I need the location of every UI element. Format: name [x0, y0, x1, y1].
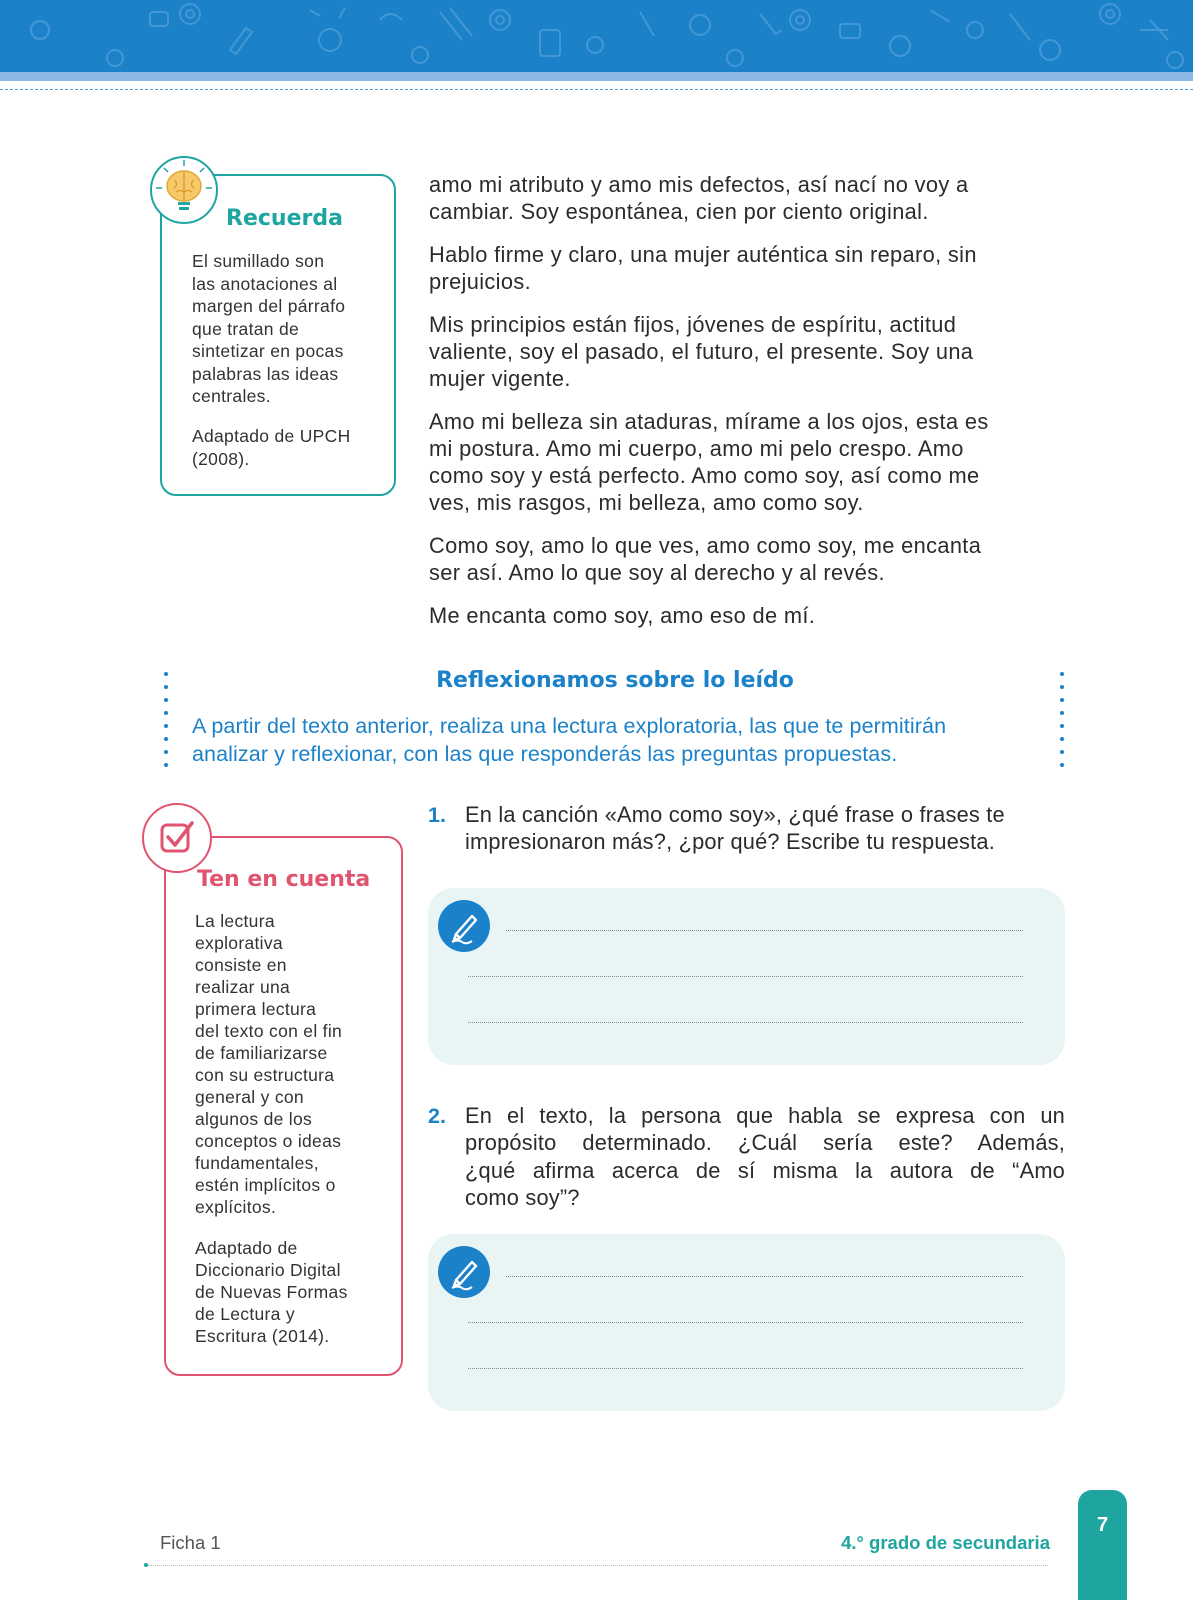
answer-line[interactable]: [506, 930, 1023, 931]
recuerda-line: El sumillado son: [192, 251, 325, 271]
page-number-tab: [1078, 1490, 1127, 1600]
question-text: En el texto, la persona que habla se expresa con un propósito determinado. ¿Cuál sería este? Además, ¿qué afirma acerca de sí misma la autora de “Amo como soy”?: [465, 1103, 1065, 1210]
recuerda-line: margen del párrafo: [192, 296, 346, 316]
reading-paragraph: Mis principios están fijos, jóvenes de espíritu, actitud valiente, soy el pasado, el futuro, el presente. Soy una mujer vigente.: [429, 312, 974, 391]
pencil-icon[interactable]: [438, 900, 490, 952]
question-number: 2.: [428, 1104, 446, 1128]
recuerda-body: [192, 250, 345, 408]
header-pattern: [0, 0, 1193, 72]
reading-text: [429, 171, 1069, 645]
header-stripe: [0, 72, 1193, 81]
question-text: En la canción «Amo como soy», ¿qué frase o frases te impresionaron más?, ¿por qué? Escribe tu respuesta.: [465, 802, 1005, 855]
recuerda-line: las anotaciones al: [192, 273, 338, 294]
ten-en-cuenta-title: Ten en cuenta: [197, 867, 371, 892]
header-band: [0, 0, 1193, 72]
footer-dot: [144, 1563, 148, 1567]
answer-line[interactable]: [468, 1322, 1023, 1323]
recuerda-source: [192, 425, 351, 470]
answer-box-2[interactable]: [428, 1234, 1065, 1411]
ten-en-cuenta-source: Adaptado de Diccionario Digital de Nuevas Formas de Lectura y Escritura (2014).: [195, 1238, 348, 1346]
footer-divider: [148, 1565, 1048, 1566]
recuerda-title: Recuerda: [226, 206, 343, 231]
header-divider: [0, 89, 1193, 90]
footer-grade: 4.° grado de secundaria: [841, 1532, 1050, 1553]
recuerda-source-line: (2008).: [192, 448, 250, 469]
answer-line[interactable]: [468, 1368, 1023, 1369]
pencil-icon[interactable]: [438, 1246, 490, 1298]
reading-paragraph: Amo mi belleza sin ataduras, mírame a los ojos, esta es mi postura. Amo mi cuerpo, amo mi pelo crespo. Amo como soy y está perfecto. Amo como soy, así como me ves, mis rasgos, mi belleza, amo como soy.: [429, 409, 989, 515]
recuerda-line: que tratan de: [192, 318, 300, 339]
footer-ficha: Ficha 1: [160, 1532, 221, 1553]
recuerda-line: palabras las ideas: [192, 363, 339, 384]
answer-line[interactable]: [506, 1276, 1023, 1277]
reading-paragraph: Hablo firme y claro, una mujer auténtica sin reparo, sin prejuicios.: [429, 242, 977, 294]
recuerda-source-line: Adaptado de UPCH: [192, 426, 351, 446]
question-number: 1.: [428, 803, 446, 827]
ten-en-cuenta-body: La lectura explorativa consiste en realizar una primera lectura del texto con el fin de familiarizarse con su estructura general y con algunos de los conceptos o ideas fundamentales, estén implícitos o explícitos.: [195, 911, 343, 1217]
answer-box-1[interactable]: [428, 888, 1065, 1065]
recuerda-line: centrales.: [192, 386, 271, 406]
reading-paragraph: amo mi atributo y amo mis defectos, así nací no voy a cambiar. Soy espontánea, cien por ciento original.: [429, 172, 969, 224]
page-number: 7: [1096, 1514, 1109, 1536]
answer-line[interactable]: [468, 1022, 1023, 1023]
reading-paragraph: Como soy, amo lo que ves, amo como soy, me encanta ser así. Amo lo que soy al derecho y al revés.: [429, 533, 982, 585]
lightbulb-brain-icon: [150, 156, 218, 224]
reading-paragraph: Me encanta como soy, amo eso de mí.: [429, 603, 816, 628]
reflexion-instructions: A partir del texto anterior, realiza una lectura exploratoria, las que te permitirán analizar y reflexionar, con las que responderás las preguntas propuestas.: [192, 714, 947, 766]
answer-line[interactable]: [468, 976, 1023, 977]
checkbox-check-icon: [142, 803, 212, 873]
recuerda-line: sintetizar en pocas: [192, 341, 344, 361]
reflexion-title: Reflexionamos sobre lo leído: [436, 668, 794, 693]
